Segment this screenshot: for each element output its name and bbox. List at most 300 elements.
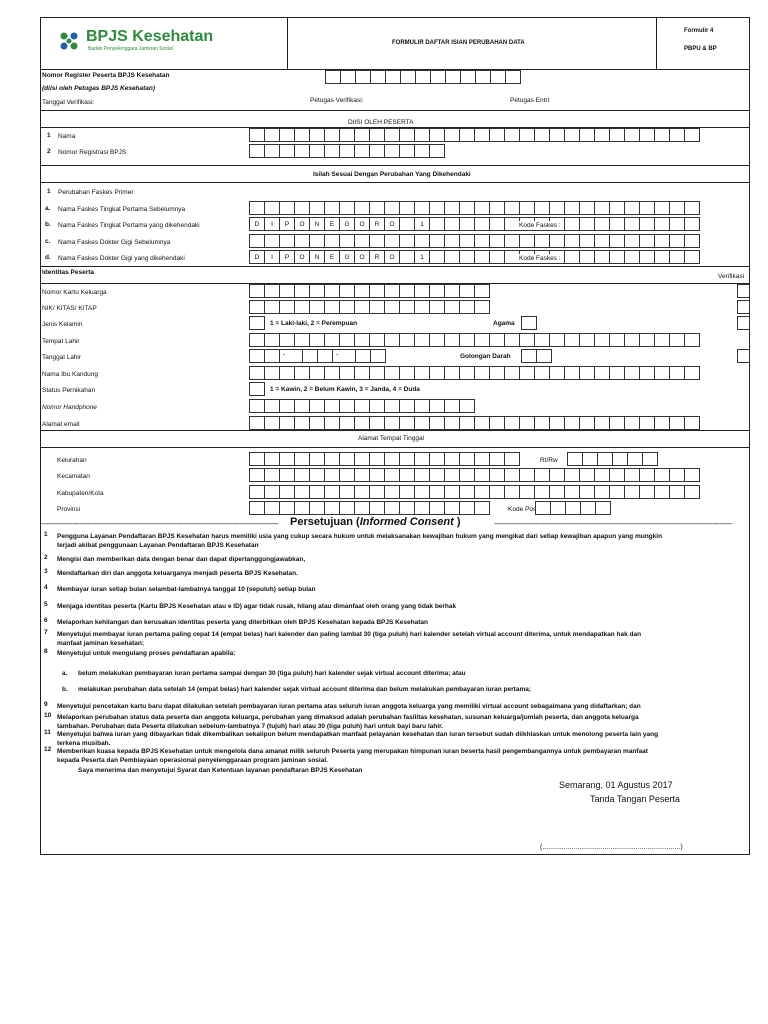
input-cell[interactable] <box>354 201 370 215</box>
input-cell[interactable] <box>445 70 461 84</box>
input-cell[interactable] <box>534 485 550 499</box>
input-cell[interactable] <box>264 416 280 430</box>
input-cell[interactable] <box>369 468 385 482</box>
input-cell[interactable] <box>414 144 430 158</box>
input-cell[interactable] <box>459 333 475 347</box>
input-cell[interactable] <box>519 201 535 215</box>
input-cell[interactable] <box>504 234 520 248</box>
input-cell[interactable] <box>534 416 550 430</box>
input-cell[interactable] <box>504 485 520 499</box>
input-cell[interactable] <box>474 416 490 430</box>
input-cell[interactable] <box>459 234 475 248</box>
input-cell[interactable] <box>279 284 295 298</box>
input-cell[interactable] <box>567 452 583 466</box>
input-cell[interactable] <box>309 284 325 298</box>
input-cell[interactable] <box>399 366 415 380</box>
input-cell[interactable] <box>317 349 333 363</box>
input-cell[interactable] <box>669 366 685 380</box>
input-cell[interactable] <box>612 452 628 466</box>
input-cell[interactable] <box>669 201 685 215</box>
input-cell[interactable] <box>684 201 700 215</box>
input-cell[interactable] <box>249 416 265 430</box>
input-cell[interactable] <box>339 333 355 347</box>
input-cell[interactable] <box>489 485 505 499</box>
input-cell[interactable]: O <box>354 250 370 264</box>
input-cell[interactable] <box>325 70 341 84</box>
input-cell[interactable]: I <box>264 250 280 264</box>
input-cell[interactable] <box>309 468 325 482</box>
input-cell[interactable] <box>474 234 490 248</box>
input-cell[interactable] <box>504 333 520 347</box>
input-cell[interactable] <box>264 333 280 347</box>
input-cell[interactable] <box>339 300 355 314</box>
input-cell[interactable] <box>429 399 445 413</box>
input-cell[interactable] <box>414 201 430 215</box>
input-cell[interactable] <box>264 349 280 363</box>
input-cell[interactable] <box>459 468 475 482</box>
nik-cells[interactable] <box>249 300 490 314</box>
input-cell[interactable] <box>429 284 445 298</box>
input-cell[interactable] <box>384 144 400 158</box>
input-cell[interactable] <box>549 468 565 482</box>
noreg-cells[interactable] <box>249 144 445 158</box>
input-cell[interactable] <box>609 366 625 380</box>
input-cell[interactable] <box>579 333 595 347</box>
input-cell[interactable] <box>384 201 400 215</box>
input-cell[interactable] <box>384 284 400 298</box>
input-cell[interactable] <box>624 234 640 248</box>
input-cell[interactable]: G <box>339 217 355 231</box>
input-cell[interactable] <box>429 452 445 466</box>
input-cell[interactable] <box>249 468 265 482</box>
input-cell[interactable] <box>444 501 460 515</box>
input-cell[interactable] <box>534 128 550 142</box>
jenis-kelamin-cell[interactable] <box>249 316 265 330</box>
input-cell[interactable] <box>654 485 670 499</box>
input-cell[interactable] <box>324 399 340 413</box>
input-cell[interactable] <box>249 284 265 298</box>
input-cell[interactable] <box>339 399 355 413</box>
input-cell[interactable] <box>414 333 430 347</box>
input-cell[interactable] <box>624 333 640 347</box>
input-cell[interactable] <box>579 234 595 248</box>
verif-box-1[interactable] <box>737 284 750 298</box>
input-cell[interactable] <box>489 128 505 142</box>
input-cell[interactable] <box>294 501 310 515</box>
input-cell[interactable] <box>474 468 490 482</box>
input-cell[interactable] <box>249 399 265 413</box>
input-cell[interactable] <box>669 128 685 142</box>
input-cell[interactable] <box>564 333 580 347</box>
input-cell[interactable] <box>354 416 370 430</box>
input-cell[interactable] <box>504 416 520 430</box>
input-cell[interactable] <box>534 468 550 482</box>
input-cell[interactable] <box>594 234 610 248</box>
input-cell[interactable] <box>415 70 431 84</box>
input-cell[interactable]: E <box>324 217 340 231</box>
input-cell[interactable] <box>279 333 295 347</box>
input-cell[interactable] <box>309 416 325 430</box>
input-cell[interactable] <box>624 366 640 380</box>
input-cell[interactable] <box>549 485 565 499</box>
input-cell[interactable] <box>536 349 552 363</box>
input-cell[interactable] <box>279 201 295 215</box>
kartu-keluarga-cells[interactable] <box>249 284 490 298</box>
input-cell[interactable] <box>294 234 310 248</box>
handphone-cells[interactable] <box>249 399 475 413</box>
input-cell[interactable] <box>385 70 401 84</box>
input-cell[interactable]: O <box>384 217 400 231</box>
input-cell[interactable] <box>444 300 460 314</box>
input-cell[interactable] <box>400 70 416 84</box>
input-cell[interactable] <box>579 250 595 264</box>
input-cell[interactable] <box>354 144 370 158</box>
input-cell[interactable] <box>639 250 655 264</box>
input-cell[interactable] <box>639 234 655 248</box>
input-cell[interactable] <box>519 333 535 347</box>
input-cell[interactable] <box>654 333 670 347</box>
input-cell[interactable] <box>579 468 595 482</box>
input-cell[interactable] <box>489 468 505 482</box>
input-cell[interactable] <box>489 250 505 264</box>
input-cell[interactable]: N <box>309 250 325 264</box>
input-cell[interactable] <box>324 485 340 499</box>
input-cell[interactable] <box>609 485 625 499</box>
input-cell[interactable] <box>339 234 355 248</box>
input-cell[interactable] <box>624 416 640 430</box>
input-cell[interactable] <box>444 234 460 248</box>
input-cell[interactable] <box>489 416 505 430</box>
input-cell[interactable] <box>654 217 670 231</box>
input-cell[interactable] <box>459 250 475 264</box>
input-cell[interactable] <box>339 144 355 158</box>
input-cell[interactable] <box>627 452 643 466</box>
kabupaten-cells[interactable] <box>249 485 700 499</box>
input-cell[interactable] <box>639 468 655 482</box>
input-cell[interactable] <box>504 128 520 142</box>
input-cell[interactable] <box>369 284 385 298</box>
input-cell[interactable] <box>460 70 476 84</box>
input-cell[interactable] <box>504 201 520 215</box>
input-cell[interactable] <box>534 333 550 347</box>
input-cell[interactable] <box>309 333 325 347</box>
input-cell[interactable] <box>279 300 295 314</box>
input-cell[interactable] <box>355 349 371 363</box>
input-cell[interactable] <box>564 366 580 380</box>
input-cell[interactable] <box>669 468 685 482</box>
input-cell[interactable] <box>444 416 460 430</box>
input-cell[interactable] <box>294 485 310 499</box>
input-cell[interactable] <box>549 366 565 380</box>
input-cell[interactable] <box>609 333 625 347</box>
input-cell[interactable] <box>549 416 565 430</box>
input-cell[interactable] <box>399 452 415 466</box>
input-cell[interactable] <box>414 366 430 380</box>
input-cell[interactable] <box>264 452 280 466</box>
input-cell[interactable] <box>579 416 595 430</box>
input-cell[interactable] <box>444 399 460 413</box>
input-cell[interactable] <box>264 501 280 515</box>
input-cell[interactable] <box>429 300 445 314</box>
input-cell[interactable] <box>309 300 325 314</box>
input-cell[interactable] <box>339 468 355 482</box>
input-cell[interactable] <box>384 501 400 515</box>
input-cell[interactable] <box>654 234 670 248</box>
input-cell[interactable] <box>264 144 280 158</box>
input-cell[interactable] <box>549 234 565 248</box>
input-cell[interactable] <box>459 366 475 380</box>
kodepos-cells[interactable] <box>535 501 611 515</box>
input-cell[interactable] <box>339 284 355 298</box>
nama-cells[interactable] <box>249 128 700 142</box>
input-cell[interactable] <box>549 333 565 347</box>
rtrw-cells[interactable] <box>567 452 658 466</box>
input-cell[interactable] <box>399 201 415 215</box>
golongan-darah-cells[interactable] <box>521 349 552 363</box>
input-cell[interactable] <box>354 452 370 466</box>
input-cell[interactable] <box>429 501 445 515</box>
input-cell[interactable] <box>654 128 670 142</box>
input-cell[interactable] <box>340 70 356 84</box>
input-cell[interactable] <box>595 501 611 515</box>
input-cell[interactable] <box>459 284 475 298</box>
input-cell[interactable] <box>399 300 415 314</box>
input-cell[interactable] <box>519 234 535 248</box>
input-cell[interactable] <box>324 144 340 158</box>
register-number-cells[interactable] <box>325 70 521 84</box>
input-cell[interactable] <box>565 501 581 515</box>
input-cell[interactable] <box>505 70 521 84</box>
input-cell[interactable] <box>264 234 280 248</box>
input-cell[interactable] <box>324 333 340 347</box>
input-cell[interactable] <box>474 250 490 264</box>
input-cell[interactable] <box>521 316 537 330</box>
input-cell[interactable] <box>444 217 460 231</box>
input-cell[interactable] <box>279 468 295 482</box>
input-cell[interactable] <box>684 468 700 482</box>
input-cell[interactable] <box>414 128 430 142</box>
input-cell[interactable] <box>294 399 310 413</box>
input-cell[interactable] <box>309 234 325 248</box>
input-cell[interactable] <box>474 284 490 298</box>
input-cell[interactable] <box>564 234 580 248</box>
agama-cell[interactable] <box>521 316 537 330</box>
input-cell[interactable] <box>609 416 625 430</box>
input-cell[interactable] <box>684 485 700 499</box>
input-cell[interactable] <box>309 399 325 413</box>
input-cell[interactable] <box>354 128 370 142</box>
input-cell[interactable] <box>444 201 460 215</box>
input-cell[interactable] <box>594 128 610 142</box>
input-cell[interactable] <box>264 399 280 413</box>
input-cell[interactable] <box>444 333 460 347</box>
input-cell[interactable] <box>429 485 445 499</box>
input-cell[interactable] <box>474 201 490 215</box>
input-cell[interactable] <box>279 485 295 499</box>
input-cell[interactable] <box>354 333 370 347</box>
input-cell[interactable] <box>504 366 520 380</box>
input-cell[interactable] <box>399 416 415 430</box>
kecamatan-cells[interactable] <box>249 468 700 482</box>
input-cell[interactable] <box>414 234 430 248</box>
input-cell[interactable] <box>564 416 580 430</box>
input-cell[interactable] <box>249 452 265 466</box>
input-cell[interactable] <box>684 416 700 430</box>
input-cell[interactable] <box>597 452 613 466</box>
input-cell[interactable] <box>249 234 265 248</box>
input-cell[interactable] <box>369 201 385 215</box>
input-cell[interactable] <box>489 366 505 380</box>
input-cell[interactable] <box>399 128 415 142</box>
input-cell[interactable] <box>624 128 640 142</box>
input-cell[interactable] <box>489 333 505 347</box>
input-cell[interactable] <box>249 316 265 330</box>
input-cell[interactable] <box>309 501 325 515</box>
input-cell[interactable] <box>654 366 670 380</box>
input-cell[interactable] <box>429 468 445 482</box>
input-cell[interactable] <box>459 501 475 515</box>
input-cell[interactable] <box>459 452 475 466</box>
input-cell[interactable] <box>324 300 340 314</box>
input-cell[interactable] <box>519 416 535 430</box>
input-cell[interactable] <box>302 349 318 363</box>
input-cell[interactable] <box>369 333 385 347</box>
input-cell[interactable] <box>249 128 265 142</box>
input-cell[interactable] <box>459 399 475 413</box>
input-cell[interactable] <box>309 144 325 158</box>
input-cell[interactable] <box>654 416 670 430</box>
input-cell[interactable] <box>459 416 475 430</box>
faskes-c-cells[interactable] <box>249 234 700 248</box>
verif-box-3[interactable] <box>737 316 750 330</box>
input-cell[interactable] <box>504 452 520 466</box>
input-cell[interactable] <box>639 217 655 231</box>
input-cell[interactable] <box>429 234 445 248</box>
input-cell[interactable] <box>309 201 325 215</box>
input-cell[interactable]: N <box>309 217 325 231</box>
input-cell[interactable] <box>669 250 685 264</box>
input-cell[interactable] <box>579 485 595 499</box>
input-cell[interactable] <box>429 201 445 215</box>
input-cell[interactable] <box>639 333 655 347</box>
input-cell[interactable] <box>369 501 385 515</box>
email-cells[interactable] <box>249 416 700 430</box>
input-cell[interactable] <box>609 234 625 248</box>
input-cell[interactable] <box>294 468 310 482</box>
input-cell[interactable] <box>475 70 491 84</box>
input-cell[interactable] <box>324 366 340 380</box>
input-cell[interactable] <box>564 485 580 499</box>
input-cell[interactable] <box>414 452 430 466</box>
input-cell[interactable] <box>624 485 640 499</box>
input-cell[interactable] <box>474 452 490 466</box>
signature-line[interactable]: (.......................................................................) <box>540 844 683 851</box>
input-cell[interactable] <box>535 501 551 515</box>
input-cell[interactable] <box>354 501 370 515</box>
input-cell[interactable] <box>579 366 595 380</box>
input-cell[interactable] <box>564 468 580 482</box>
input-cell[interactable] <box>249 300 265 314</box>
input-cell[interactable] <box>414 300 430 314</box>
input-cell[interactable] <box>550 501 566 515</box>
input-cell[interactable] <box>369 234 385 248</box>
input-cell[interactable] <box>594 217 610 231</box>
input-cell[interactable] <box>324 468 340 482</box>
input-cell[interactable] <box>324 128 340 142</box>
input-cell[interactable] <box>354 399 370 413</box>
input-cell[interactable] <box>294 201 310 215</box>
input-cell[interactable] <box>521 349 537 363</box>
input-cell[interactable] <box>354 468 370 482</box>
input-cell[interactable]: 1 <box>414 217 430 231</box>
input-cell[interactable] <box>414 485 430 499</box>
input-cell[interactable] <box>444 452 460 466</box>
input-cell[interactable] <box>474 366 490 380</box>
input-cell[interactable] <box>519 128 535 142</box>
input-cell[interactable] <box>339 485 355 499</box>
input-cell[interactable] <box>684 250 700 264</box>
input-cell[interactable] <box>249 333 265 347</box>
input-cell[interactable] <box>249 201 265 215</box>
input-cell[interactable] <box>609 201 625 215</box>
input-cell[interactable] <box>684 333 700 347</box>
input-cell[interactable] <box>354 366 370 380</box>
kelurahan-cells[interactable] <box>249 452 520 466</box>
input-cell[interactable] <box>639 201 655 215</box>
input-cell[interactable] <box>279 366 295 380</box>
input-cell[interactable] <box>399 468 415 482</box>
input-cell[interactable] <box>369 416 385 430</box>
input-cell[interactable] <box>444 250 460 264</box>
input-cell[interactable] <box>444 485 460 499</box>
input-cell[interactable] <box>294 333 310 347</box>
input-cell[interactable] <box>414 416 430 430</box>
input-cell[interactable] <box>309 366 325 380</box>
input-cell[interactable] <box>279 416 295 430</box>
input-cell[interactable] <box>384 468 400 482</box>
input-cell[interactable] <box>369 485 385 499</box>
input-cell[interactable] <box>654 201 670 215</box>
input-cell[interactable] <box>549 128 565 142</box>
input-cell[interactable] <box>429 144 445 158</box>
input-cell[interactable]: D <box>249 250 265 264</box>
input-cell[interactable] <box>429 128 445 142</box>
input-cell[interactable] <box>609 250 625 264</box>
input-cell[interactable] <box>384 416 400 430</box>
input-cell[interactable] <box>534 366 550 380</box>
input-cell[interactable] <box>624 201 640 215</box>
input-cell[interactable] <box>579 217 595 231</box>
input-cell[interactable] <box>429 333 445 347</box>
input-cell[interactable] <box>355 70 371 84</box>
input-cell[interactable] <box>339 366 355 380</box>
faskes-b-cells[interactable] <box>249 217 700 231</box>
input-cell[interactable]: 1 <box>414 250 430 264</box>
input-cell[interactable] <box>354 234 370 248</box>
input-cell[interactable] <box>429 416 445 430</box>
input-cell[interactable] <box>594 333 610 347</box>
input-cell[interactable] <box>324 201 340 215</box>
input-cell[interactable] <box>339 501 355 515</box>
input-cell[interactable] <box>594 416 610 430</box>
input-cell[interactable] <box>264 201 280 215</box>
input-cell[interactable] <box>654 250 670 264</box>
input-cell[interactable] <box>459 217 475 231</box>
input-cell[interactable] <box>654 468 670 482</box>
input-cell[interactable] <box>294 366 310 380</box>
input-cell[interactable]: O <box>384 250 400 264</box>
input-cell[interactable] <box>490 70 506 84</box>
